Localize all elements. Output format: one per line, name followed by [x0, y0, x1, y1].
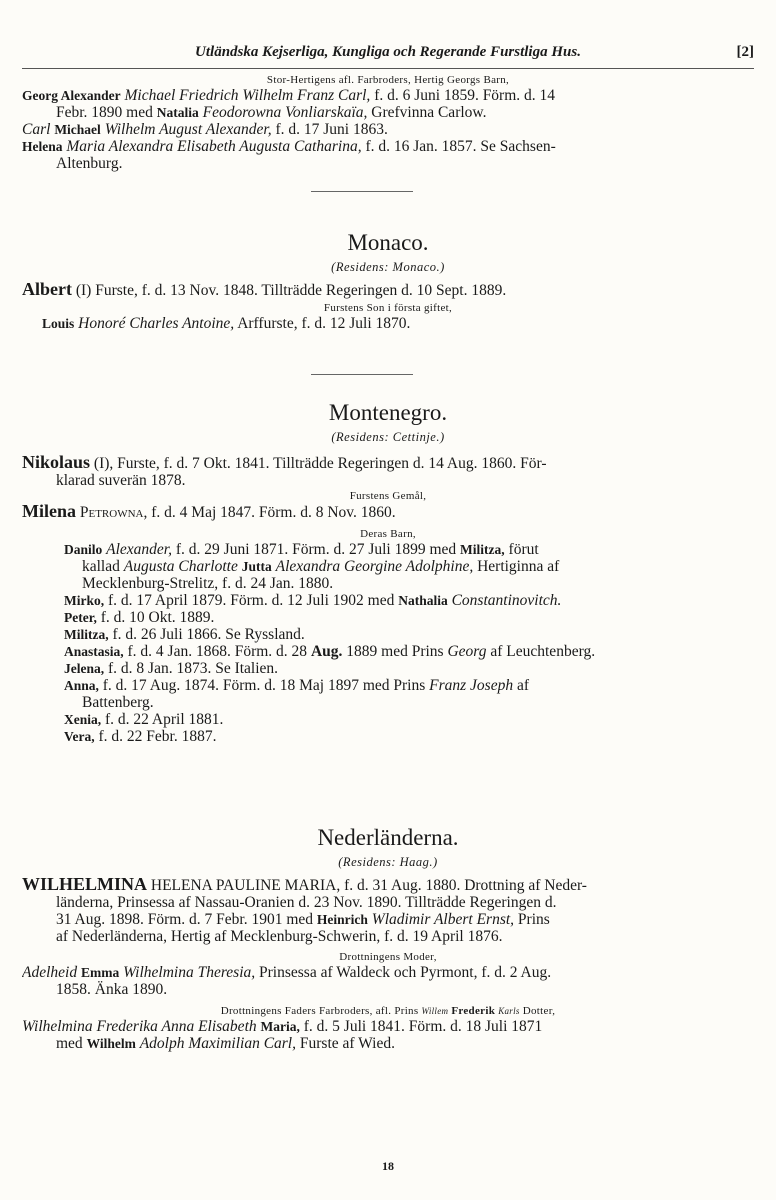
entry-helena-cont: Altenburg. [56, 155, 123, 172]
mother-heading: Drottningens Moder, [339, 951, 437, 963]
entry-louis: Louis Honoré Charles Antoine, Arffurste, f. d. 12 Juli 1870. [42, 315, 411, 332]
monaco-section [22, 230, 754, 332]
children-heading: Deras Barn, [360, 528, 416, 540]
entry-georg-cont: Febr. 1890 med Natalia Feodorowna Vonliarskaïa, Grefvinna Carlow. [56, 104, 487, 121]
entry-georg: Georg Alexander Michael Friedrich Wilhelm Franz Carl, f. d. 6 Juni 1859. Förm. d. 14 [22, 87, 556, 104]
entry-wilhelmina-fm: Wilhelmina Frederika Anna Elisabeth Maria, f. d. 5 Juli 1841. Förm. d. 18 Juli 1871 [22, 1018, 543, 1035]
entry-mirko: Mirko, f. d. 17 April 1879. Förm. d. 12 Juli 1902 med Nathalia Constantinovitch. [64, 592, 562, 609]
section-divider [311, 374, 413, 375]
storhertig-heading: Stor-Hertigens afl. Farbroders, Hertig Georgs Barn, [266, 74, 510, 86]
entry-militza: Militza, f. d. 26 Juli 1866. Se Ryssland. [64, 626, 305, 643]
entry-milena: Milena Petrowna, f. d. 4 Maj 1847. Förm. d. 8 Nov. 1860. [22, 503, 396, 521]
country-title-montenegro: Montenegro. [328, 400, 448, 425]
entry-adelheid: Adelheid Emma Wilhelmina Theresia, Prinsessa af Waldeck och Pyrmont, f. d. 2 Aug. [22, 964, 552, 981]
montenegro-section [22, 400, 754, 745]
entry-danilo-cont2: Mecklenburg-Strelitz, f. d. 24 Jan. 1880. [82, 575, 334, 592]
entry-albert: Albert (I) Furste, f. d. 13 Nov. 1848. Tillträdde Regeringen d. 10 Sept. 1889. [22, 281, 507, 299]
entry-vera: Vera, f. d. 22 Febr. 1887. [64, 728, 217, 745]
entry-nikolaus: Nikolaus (I), Furste, f. d. 7 Okt. 1841. Tillträdde Regeringen d. 14 Aug. 1860. För- [22, 454, 547, 472]
entry-xenia: Xenia, f. d. 22 April 1881. [64, 711, 224, 728]
entry-carl: Carl Michael Wilhelm August Alexander, f. d. 17 Juni 1863. [22, 121, 388, 138]
section-divider [311, 191, 413, 192]
monaco-son-heading: Furstens Son i första giftet, [323, 302, 453, 314]
entry-anna-cont: Battenberg. [82, 694, 154, 711]
entry-danilo: Danilo Alexander, f. d. 29 Juni 1871. Förm. d. 27 Juli 1899 med Militza, förut [64, 541, 539, 558]
entry-jelena: Jelena, f. d. 8 Jan. 1873. Se Italien. [64, 660, 279, 677]
entry-wilhelmina: WILHELMINA HELENA PAULINE MARIA, f. d. 31 Aug. 1880. Drottning af Neder- [22, 876, 587, 894]
entry-wilhelmina-cont: länderna, Prinsessa af Nassau-Oranien d. 23 Nov. 1890. Tillträdde Regeringen d. [56, 894, 557, 911]
page-number: 18 [382, 1159, 394, 1173]
entry-peter: Peter, f. d. 10 Okt. 1889. [64, 609, 215, 626]
entry-wilhelmina-cont2: 31 Aug. 1898. Förm. d. 7 Febr. 1901 med Heinrich Wladimir Albert Ernst, Prins [56, 911, 550, 928]
entry-anna: Anna, f. d. 17 Aug. 1874. Förm. d. 18 Maj 1897 med Prins Franz Joseph af [64, 677, 530, 694]
storhertig-section [22, 73, 754, 172]
entry-danilo-cont: kallad Augusta Charlotte Jutta Alexandra Georgine Adolphine, Hertiginna af [82, 558, 560, 575]
entry-wilhelmina-fm-cont: med Wilhelm Adolph Maximilian Carl, Furste af Wied. [56, 1035, 395, 1052]
header-title: Utländska Kejserliga, Kungliga och Regerande Furstliga Hus. [195, 44, 581, 60]
residence-nederlanderna: (Residens: Haag.) [338, 855, 438, 869]
consort-heading: Furstens Gemål, [349, 490, 427, 502]
entry-helena: Helena Maria Alexandra Elisabeth Augusta Catharina, f. d. 16 Jan. 1857. Se Sachsen- [22, 138, 556, 155]
entry-anastasia: Anastasia, f. d. 4 Jan. 1868. Förm. d. 28 Aug. 1889 med Prins Georg af Leuchtenberg. [64, 643, 596, 660]
entry-wilhelmina-cont3: af Nederländerna, Hertig af Mecklenburg-Schwerin, f. d. 19 April 1876. [56, 928, 503, 945]
running-header [22, 42, 754, 69]
nederlanderna-section [22, 825, 754, 1052]
country-title-monaco: Monaco. [347, 230, 429, 255]
residence-montenegro: (Residens: Cettinje.) [331, 430, 445, 444]
header-page-marker: [2] [736, 44, 754, 60]
residence-monaco: (Residens: Monaco.) [331, 260, 445, 274]
country-title-nederlanderna: Nederländerna. [317, 825, 459, 850]
cousin-heading: Drottningens Faders Farbroders, afl. Prins Willem Frederik Karls Dotter, [220, 1005, 556, 1017]
entry-adelheid-cont: 1858. Änka 1890. [56, 981, 168, 998]
entry-nikolaus-cont: klarad suverän 1878. [56, 472, 186, 489]
